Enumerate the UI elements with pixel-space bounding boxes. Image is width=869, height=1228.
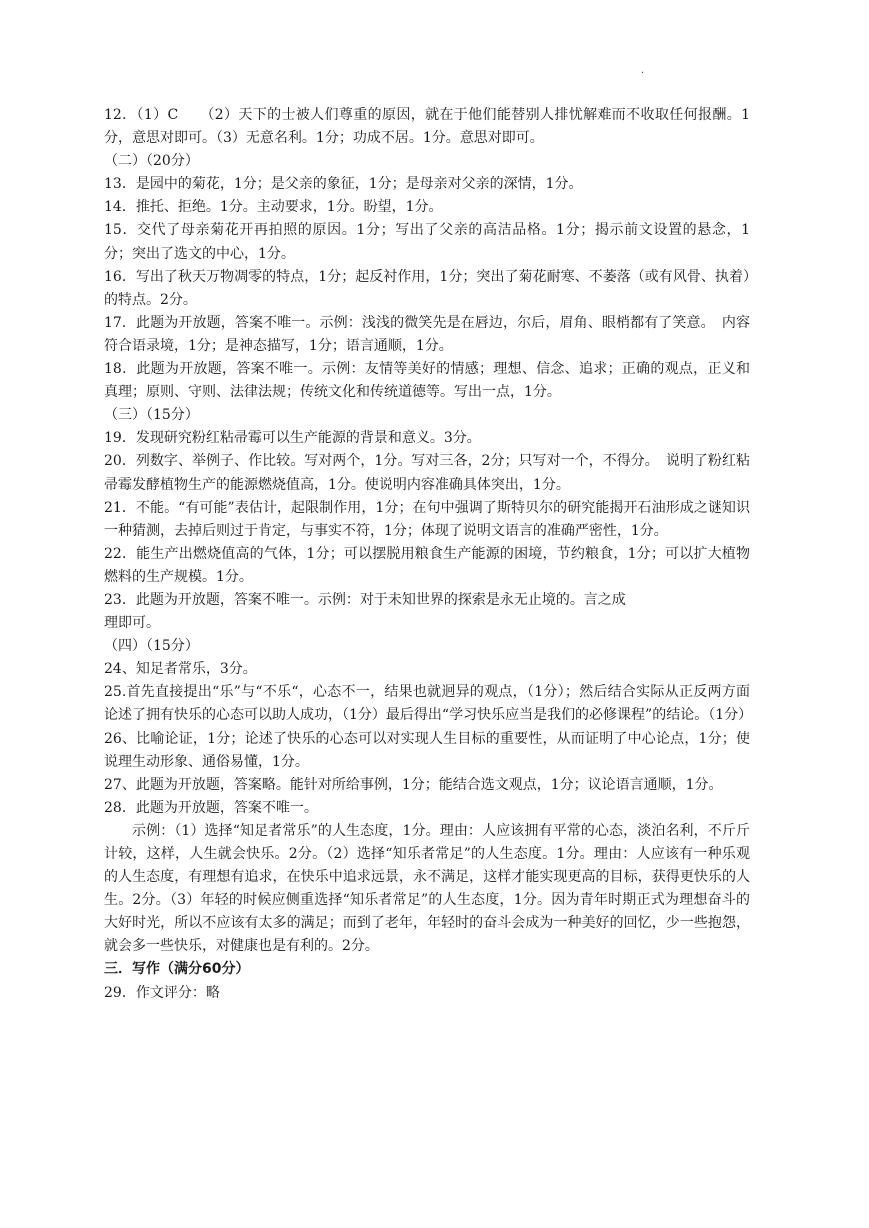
answer-23: 23．此题为开放题，答案不唯一。示例：对于未知世界的探索是永无止境的。言之成 [104,591,626,608]
section-4-heading: （四）（15分） [104,638,199,655]
answer-28-example: 示例：（1）选择“知足者常乐”的人生态度，1分。理由：人应该拥有平常的心态，淡泊名利，不斤斤计较，这样，人生就会快乐。2分。（2）选择“知乐者常足”的人生态度。1分。理由：人应该有一种乐观的人生态度，有理想有追求，在快乐中追求远景，永不满足，这样才能实现更高的目标，获得更快乐的人生。2分。（3）年轻的时候应侧重选择“知乐者常足”的人生态度，1分。因为青年时期正式为理想奋斗的大好时光，所以不应该有太多的满足；而到了老年，年轻时的奋斗会成为一种美好的回忆，少一些抱怨，就会多一些快乐，对健康也是有利的。2分。 [104,822,750,955]
answer-29: 29．作文评分：略 [104,984,220,1001]
page-marker-dot: . [641,65,645,76]
answer-23-continued: 理即可。 [104,615,160,632]
answer-16: 16．写出了秋天万物凋零的特点，1分；起反衬作用，1分；突出了菊花耐寒、不萎落（或有风骨、执着）的特点。2分。 [104,268,750,308]
answer-25: 25.首先直接提出“乐”与“不乐“，心态不一，结果也就迥异的观点，（1分）；然后结合实际从正反两方面论述了拥有快乐的心态可以助人成功，（1分）最后得出“学习快乐应当是我们的必修课程”的结论。（1分） [104,684,753,724]
answer-26: 26、比喻论证，1分；论述了快乐的心态可以对实现人生目标的重要性，从而证明了中心论点，1分；使说理生动形象、通俗易懂，1分。 [104,730,750,770]
section-3-heading: （三）（15分） [104,407,199,424]
answer-17: 17．此题为开放题，答案不唯一。示例：浅浅的微笑先是在唇边，尔后，眉角、眼梢都有了笑意。 内容符合语录境，1分；是神态描写，1分；语言通顺，1分。 [104,314,750,354]
answer-27: 27、此题为开放题，答案略。能针对所给事例，1分；能结合选文观点，1分；议论语言通顺，1分。 [104,776,723,793]
answer-14: 14．推托、拒绝。1分。主动要求，1分。盼望，1分。 [104,199,443,216]
answer-20: 20．列数字、举例子、作比较。写对两个，1分。写对三各，2分；只写对一个，不得分。 说明了粉红粘帚霉发酵植物生产的能源燃烧值高，1分。使说明内容准确具体突出，1分。 [104,453,750,493]
answer-28: 28．此题为开放题，答案不唯一。 [104,799,318,816]
answer-21: 21．不能。“有可能”表估计，起限制作用，1分；在句中强调了斯特贝尔的研究能揭开石油形成之谜知识一种猜测，去掉后则过于肯定，与事实不符，1分；体现了说明文语言的准确严密性，1分。 [104,499,750,539]
answer-19: 19．发现研究粉红粘帚霉可以生产能源的背景和意义。3分。 [104,430,481,447]
answer-13: 13．是园中的菊花，1分；是父亲的象征，1分；是母亲对父亲的深情，1分。 [104,176,583,193]
answer-22: 22．能生产出燃烧值高的气体，1分；可以摆脱用粮食生产能源的困境，节约粮食，1分；可以扩大植物燃料的生产规模。1分。 [104,545,750,585]
answer-key-body [104,104,753,1005]
writing-section-heading: 三．写作（满分60分） [104,961,250,978]
answer-24: 24、知足者常乐，3分。 [104,661,257,678]
answer-15: 15．交代了母亲菊花开再拍照的原因。1分；写出了父亲的高洁品格。1分；揭示前文设置的悬念，1分；突出了选文的中心，1分。 [104,222,750,262]
answer-12: 12．（1）C （2）天下的士被人们尊重的原因，就在于他们能替别人排忧解难而不收取任何报酬。1分，意思对即可。（3）无意名利。1分；功成不居。1分。意思对即可。 [104,107,750,147]
section-2-heading: （二）（20分） [104,153,199,170]
answer-18: 18．此题为开放题，答案不唯一。示例：友情等美好的情感；理想、信念、追求；正确的观点，正义和真理；原则、守则、法律法规；传统文化和传统道德等。写出一点，1分。 [104,361,750,401]
